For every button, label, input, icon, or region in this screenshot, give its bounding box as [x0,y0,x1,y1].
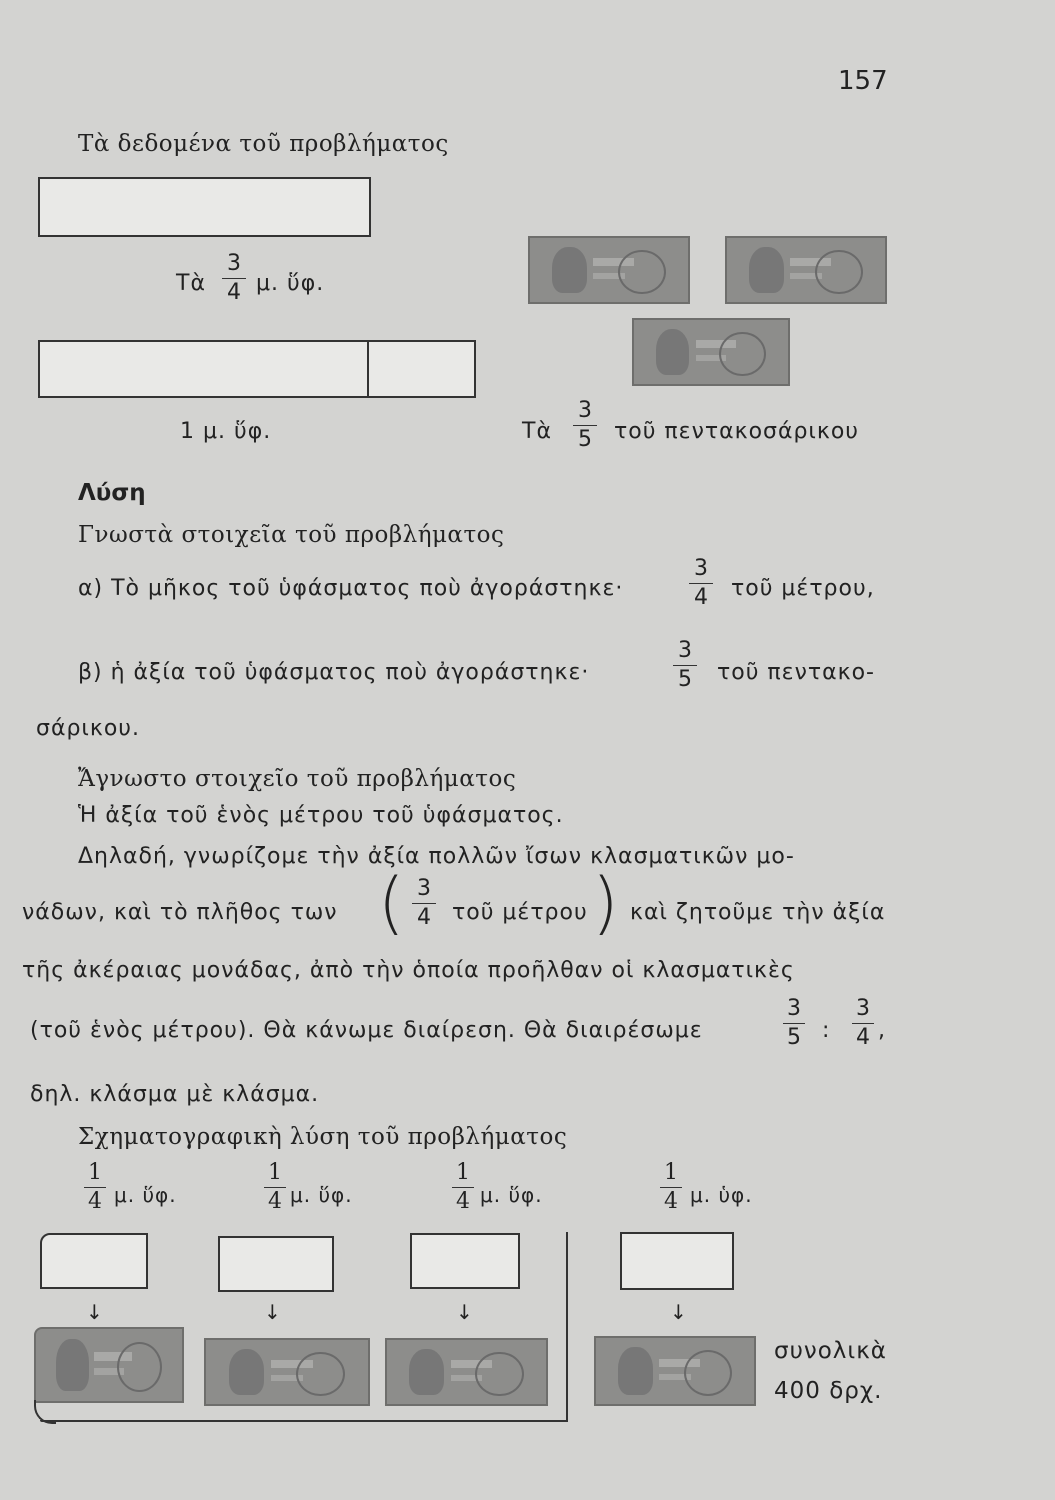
fabric-unit: μ. ὕφ. [256,271,325,296]
inner-suffix: τοῦ μέτρου [452,900,588,925]
fraction-denominator: 4 [417,905,431,930]
item-a-suffix: τοῦ μέτρου, [731,576,875,601]
fraction-denominator: 4 [664,1189,678,1214]
dividend-fraction [783,998,805,1049]
fraction-denominator: 4 [856,1025,870,1050]
fraction-bar [689,583,713,584]
banknote-image [34,1327,184,1403]
banknote-image [385,1338,548,1406]
fraction-bar [852,1023,874,1024]
fraction-numerator: 1 [456,1160,470,1185]
para-line-1: Δηλαδή, γνωρίζομε τὴν ἀξία πολλῶν ἴσων κλασματικῶν μο- [78,844,795,869]
fraction-bar [264,1187,286,1188]
fraction-bar [452,1187,474,1188]
fraction-denominator: 4 [456,1189,470,1214]
fraction-bar [84,1187,106,1188]
banknote-image [632,318,790,386]
fraction-numerator: 3 [417,876,431,901]
group-bracket-corner [34,1400,56,1424]
fraction-bar [573,425,597,426]
page-number: 157 [838,66,888,96]
fabric-prefix: Τὰ [176,271,206,296]
fraction-numerator: 3 [227,251,241,276]
item-b-suffix: τοῦ πεντακο- [717,660,875,685]
fraction-numerator: 3 [694,556,708,581]
total-label-line-1: συνολικὰ [774,1338,887,1364]
fabric-one-meter-bar [38,340,476,398]
fraction-bar [222,278,246,279]
money-fraction [573,400,597,451]
fraction-denominator: 4 [268,1189,282,1214]
one-meter-label: 1 μ. ὕφ. [180,419,272,444]
fraction-numerator: 3 [578,398,592,423]
fraction-numerator: 3 [856,996,870,1021]
fraction-denominator: 5 [787,1025,801,1050]
divisor-fraction [852,998,874,1049]
banknote-image [594,1336,756,1406]
quarter-fraction [264,1162,286,1213]
item-b-fraction [673,640,697,691]
banknote-image [204,1338,370,1406]
item-b-continuation: σάρικου. [36,716,141,741]
para-line-5: δηλ. κλάσμα μὲ κλάσμα. [30,1082,320,1107]
fraction-numerator: 3 [787,996,801,1021]
para-line-3: τῆς ἀκέραιας μονάδας, ἀπὸ τὴν ὁποία προῆλθαν οἱ κλασματικὲς [22,958,795,983]
close-paren: ) [592,864,619,943]
para-line-4: (τοῦ ἑνὸς μέτρου). Θὰ κάνωμε διαίρεση. Θὰ διαιρέσωμε [30,1018,703,1043]
quarter-box [620,1232,734,1290]
unknown-text: Ἡ ἀξία τοῦ ἑνὸς μέτρου τοῦ ὑφάσματος. [78,803,564,828]
fraction-denominator: 5 [578,427,592,452]
down-arrow-icon: ↓ [670,1300,687,1324]
open-paren: ( [378,864,405,943]
unknown-heading: Ἄγνωστο στοιχεῖο τοῦ προβλήματος [78,766,517,792]
down-arrow-icon: ↓ [86,1300,103,1324]
fraction-bar [660,1187,682,1188]
fraction-denominator: 4 [227,280,241,305]
quarter-unit: μ. ὕφ. [290,1183,353,1207]
fraction-numerator: 1 [88,1160,102,1185]
quarter-box [40,1233,148,1289]
item-b-text: β) ἡ ἀξία τοῦ ὑφάσματος ποὺ ἀγοράστηκε· [78,660,590,685]
fabric-three-quarters-bar [38,177,371,237]
group-bracket-horizontal [40,1420,568,1422]
known-heading: Γνωστὰ στοιχεῖα τοῦ προβλήματος [78,522,505,548]
data-heading: Τὰ δεδομένα τοῦ προβλήματος [78,131,449,157]
division-operator: : [822,1018,831,1043]
money-prefix: Τὰ [522,419,552,444]
quarter-fraction [84,1162,106,1213]
quarter-box [410,1233,520,1289]
quarter-unit: μ. ὑφ. [690,1183,753,1207]
down-arrow-icon: ↓ [456,1300,473,1324]
fraction-denominator: 5 [678,667,692,692]
fraction-bar [412,903,436,904]
graphic-heading: Σχηματογραφικὴ λύση τοῦ προβλήματος [78,1124,568,1150]
fraction-numerator: 1 [268,1160,282,1185]
fraction-numerator: 3 [678,638,692,663]
item-a-fraction [689,558,713,609]
item-a-text: α) Τὸ μῆκος τοῦ ὑφάσματος ποὺ ἀγοράστηκε· [78,576,624,601]
fraction-numerator: 1 [664,1160,678,1185]
banknote-image [528,236,690,304]
banknote-image [725,236,887,304]
money-suffix: τοῦ πεντακοσάρικου [614,419,860,444]
solution-heading: Λύση [78,480,146,506]
quarter-divider [367,342,369,396]
fraction-bar [783,1023,805,1024]
quarter-box [218,1236,334,1292]
quarter-unit: μ. ὕφ. [480,1183,543,1207]
fabric-fraction [222,253,246,304]
quarter-unit: μ. ὕφ. [114,1183,177,1207]
quarter-fraction [452,1162,474,1213]
division-comma: , [878,1018,886,1043]
quarter-fraction [660,1162,682,1213]
para-line-2-end: καὶ ζητοῦμε τὴν ἀξία [630,900,886,925]
fraction-denominator: 4 [88,1189,102,1214]
down-arrow-icon: ↓ [264,1300,281,1324]
inner-fraction [412,878,436,929]
fraction-bar [673,665,697,666]
fraction-denominator: 4 [694,585,708,610]
group-bracket-vertical [566,1232,568,1422]
total-label-line-2: 400 δρχ. [774,1378,883,1404]
para-line-2-start: νάδων, καὶ τὸ πλῆθος των [22,900,338,925]
